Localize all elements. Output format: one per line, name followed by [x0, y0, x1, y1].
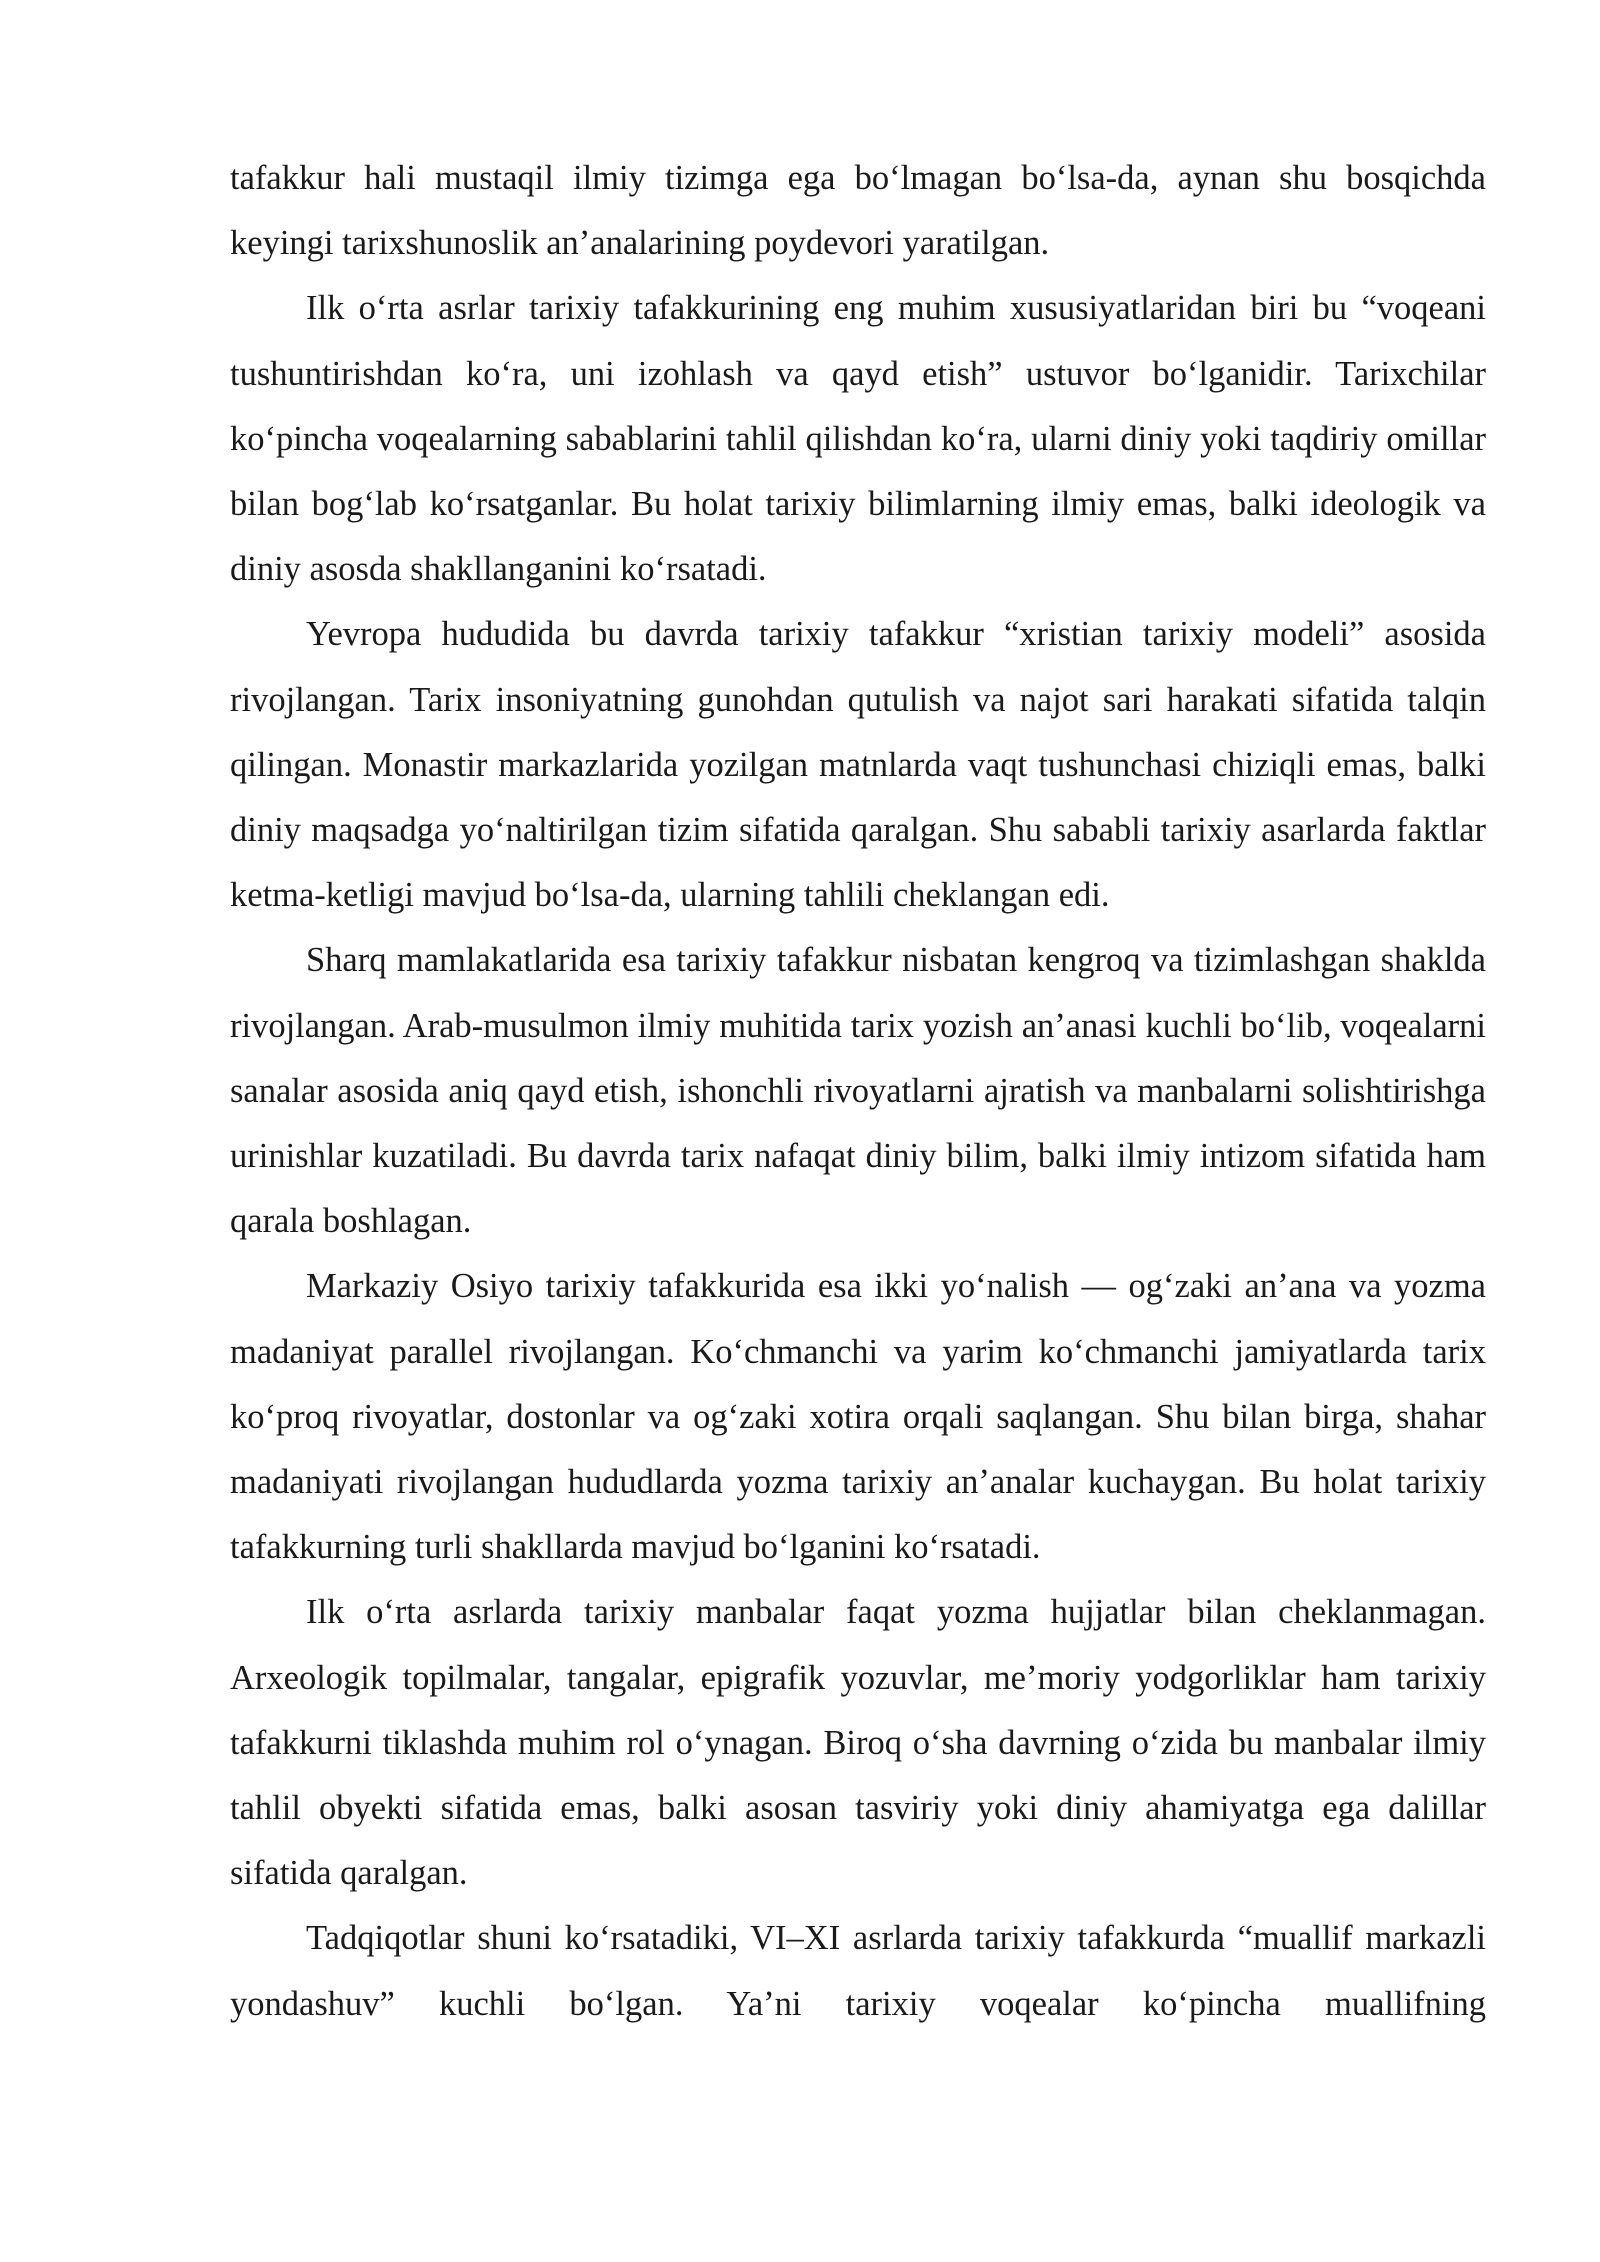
paragraph-research: Tadqiqotlar shuni koʻrsatadiki, VI–XI asrlarda tarixiy tafakkurda “muallif markazli yondashuv” kuchli boʻlgan. Yaʼni tarixiy voqealar koʻpincha muallifning — [230, 1919, 1486, 2023]
paragraph-early-medieval-features: Ilk oʻrta asrlar tarixiy tafakkurining eng muhim xususiyatlaridan biri bu “voqeani tushuntirishdan koʻra, uni izohlash va qayd etish” ustuvor boʻlganidir. Tarixchilar koʻpincha voqealarning sabablarini tahlil qilishdan koʻra, ularni diniy yoki taqdiriy omillar bilan bogʻlab koʻrsatganlar. Bu holat tarixiy bilimlarning ilmiy emas, balki ideologik va diniy asosda shakllanganini koʻrsatadi. — [230, 289, 1486, 589]
paragraph-central-asia: Markaziy Osiyo tarixiy tafakkurida esa ikki yoʻnalish — ogʻzaki anʼana va yozma madaniyat parallel rivojlangan. Koʻchmanchi va yarim koʻchmanchi jamiyatlarda tarix koʻproq rivoyatlar, dostonlar va ogʻzaki xotira orqali saqlangan. Shu bilan birga, shahar madaniyati rivojlangan hududlarda yozma tarixiy anʼanalar kuchaygan. Bu holat tarixiy tafakkurning turli shakllarda mavjud boʻlganini koʻrsatadi. — [230, 1267, 1486, 1567]
paragraph-east: Sharq mamlakatlarida esa tarixiy tafakkur nisbatan kengroq va tizimlashgan shaklda rivojlangan. Arab-musulmon ilmiy muhitida tarix yozish anʼanasi kuchli boʻlib, voqealarni sanalar asosida aniq qayd etish, ishonchli rivoyatlarni ajratish va manbalarni solishtirishga urinishlar kuzatiladi. Bu davrda tarix nafaqat diniy bilim, balki ilmiy intizom sifatida ham qarala boshlagan. — [230, 941, 1486, 1241]
paragraph-europe: Yevropa hududida bu davrda tarixiy tafakkur “xristian tarixiy modeli” asosida rivojlangan. Tarix insoniyatning gunohdan qutulish va najot sari harakati sifatida talqin qilingan. Monastir markazlarida yozilgan matnlarda vaqt tushunchasi chiziqli emas, balki diniy maqsadga yoʻnaltirilgan tizim sifatida qaralgan. Shu sababli tarixiy asarlarda faktlar ketma-ketligi mavjud boʻlsa-da, ularning tahlili cheklangan edi. — [230, 615, 1486, 915]
paragraph-continuation: tafakkur hali mustaqil ilmiy tizimga ega boʻlmagan boʻlsa-da, aynan shu bosqichda keyingi tarixshunoslik anʼanalarining poydevori yaratilgan. — [230, 159, 1486, 263]
paragraph-sources: Ilk oʻrta asrlarda tarixiy manbalar faqat yozma hujjatlar bilan cheklanmagan. Arxeologik topilmalar, tangalar, epigrafik yozuvlar, meʼmoriy yodgorliklar ham tarixiy tafakkurni tiklashda muhim rol oʻynagan. Biroq oʻsha davrning oʻzida bu manbalar ilmiy tahlil obyekti sifatida emas, balki asosan tasviriy yoki diniy ahamiyatga ega dalillar sifatida qaralgan. — [230, 1593, 1486, 1893]
body-text — [230, 146, 1486, 2037]
